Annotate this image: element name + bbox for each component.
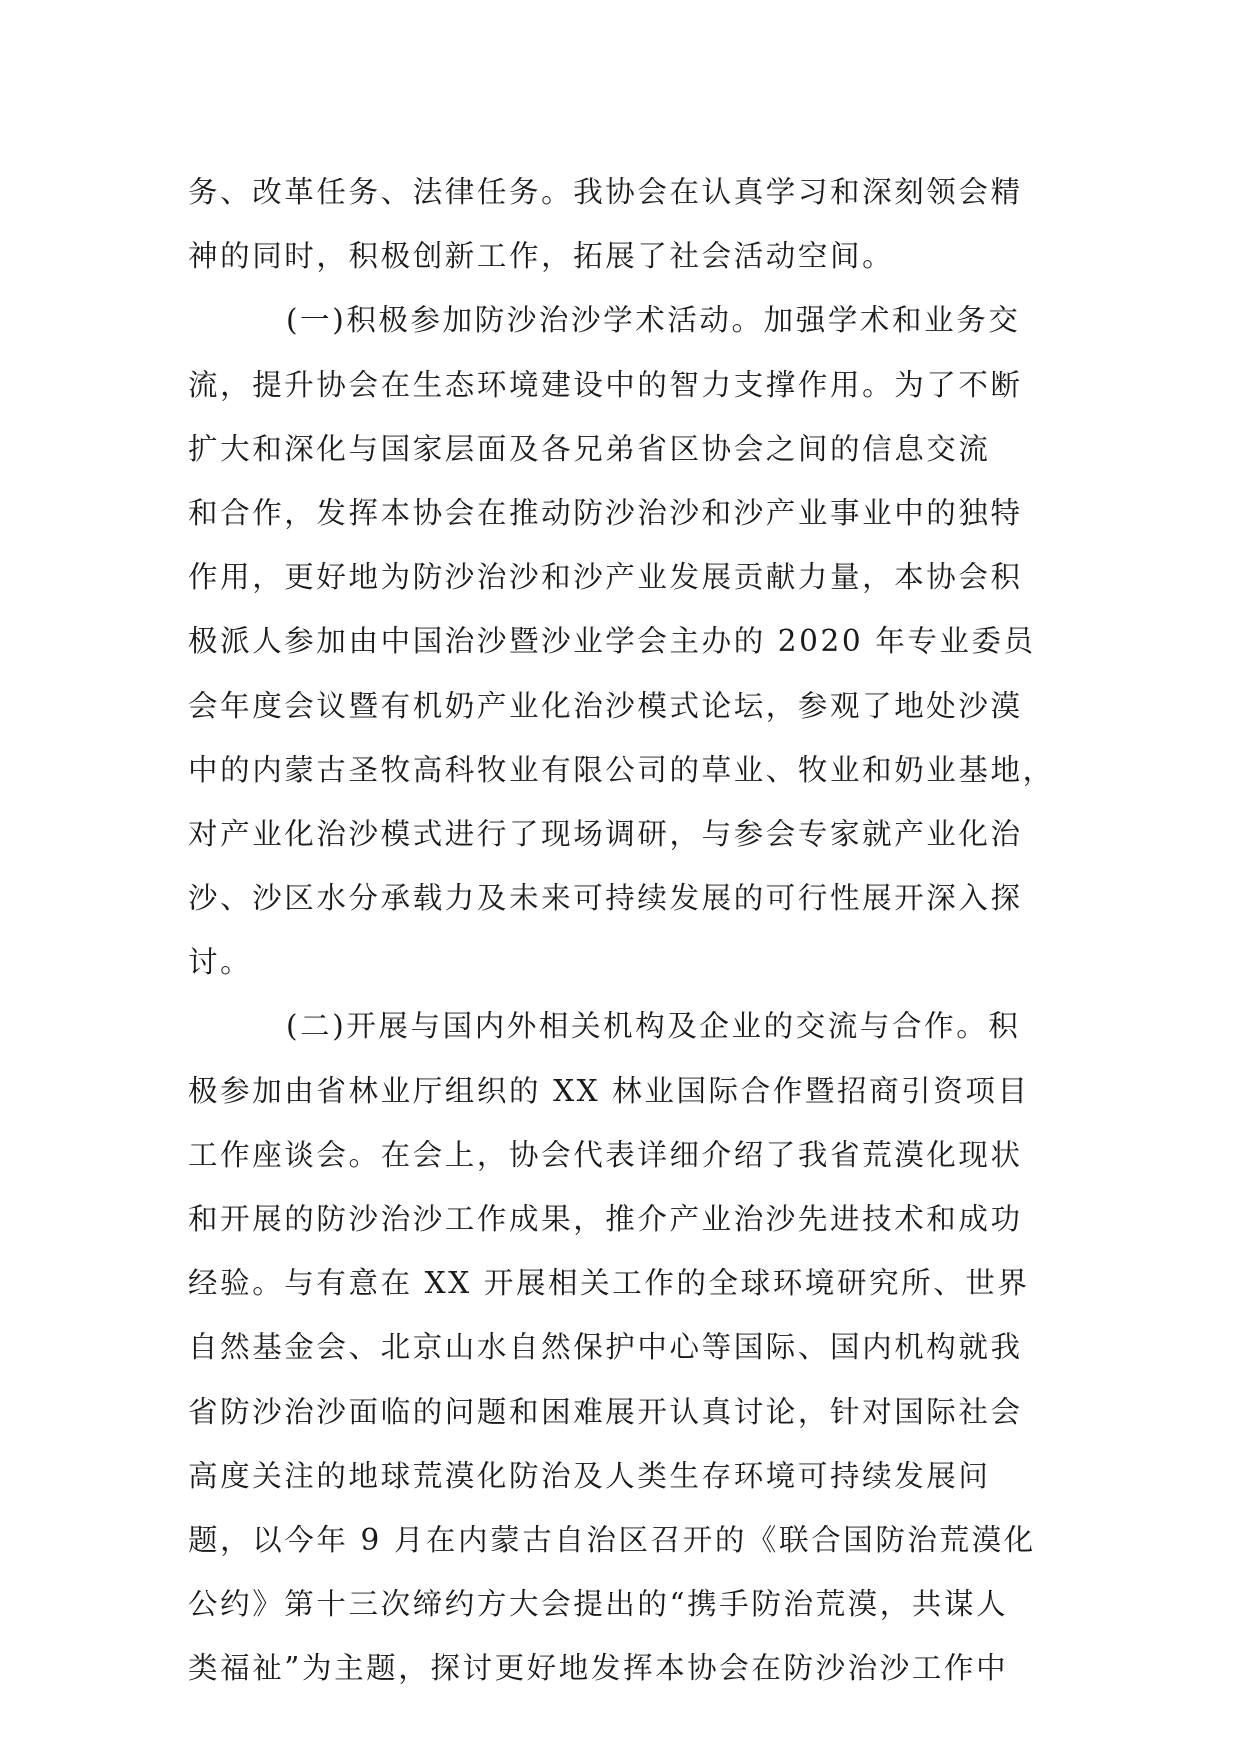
text-line: 流，提升协会在生态环境建设中的智力支撑作用。为了不断 bbox=[188, 367, 1023, 402]
text-line: 极参加由省林业厅组织的 XX 林业国际合作暨招商引资项目 bbox=[188, 1073, 1030, 1108]
text-line: 神的同时，积极创新工作，拓展了社会活动空间。 bbox=[188, 239, 895, 274]
section-heading-line: (一)积极参加防沙治沙学术活动。加强学术和业务交 bbox=[286, 303, 1021, 338]
text-line: 和合作，发挥本协会在推动防沙治沙和沙产业事业中的独特 bbox=[188, 495, 1023, 530]
text-line: 中的内蒙古圣牧高科牧业有限公司的草业、牧业和奶业基地， bbox=[188, 752, 1055, 787]
text-line: 扩大和深化与国家层面及各兄弟省区协会之间的信息交流 bbox=[188, 431, 991, 466]
text-line: 讨。 bbox=[188, 945, 253, 980]
text-line: 公约》第十三次缔约方大会提出的“携手防治荒漠，共谋人 bbox=[188, 1587, 1009, 1622]
text-line: 自然基金会、北京山水自然保护中心等国际、国内机构就我 bbox=[188, 1330, 1023, 1365]
text-line: 省防沙治沙面临的问题和困难展开认真讨论，针对国际社会 bbox=[188, 1394, 1023, 1429]
text-line: 高度关注的地球荒漠化防治及人类生存环境可持续发展问 bbox=[188, 1458, 991, 1493]
section-heading-line: (二)开展与国内外相关机构及企业的交流与合作。积 bbox=[286, 1009, 1021, 1044]
text-line: 类福祉”为主题，探讨更好地发挥本协会在防沙治沙工作中 bbox=[188, 1651, 1009, 1686]
text-line: 务、改革任务、法律任务。我协会在认真学习和深刻领会精 bbox=[188, 175, 1023, 209]
text-line: 沙、沙区水分承载力及未来可持续发展的可行性展开深入探 bbox=[188, 881, 1023, 916]
text-line: 会年度会议暨有机奶产业化治沙模式论坛，参观了地处沙漠 bbox=[188, 688, 1023, 723]
text-line: 经验。与有意在 XX 开展相关工作的全球环境研究所、世界 bbox=[188, 1266, 1030, 1301]
text-line: 题，以今年 9 月在内蒙古自治区召开的《联合国防治荒漠化 bbox=[188, 1522, 1036, 1557]
text-line: 对产业化治沙模式进行了现场调研，与参会专家就产业化治 bbox=[188, 816, 1023, 851]
text-line: 作用，更好地为防沙治沙和沙产业发展贡献力量，本协会积 bbox=[188, 560, 1023, 595]
text-line: 和开展的防沙治沙工作成果，推介产业治沙先进技术和成功 bbox=[188, 1202, 1023, 1236]
text-line: 极派人参加由中国治沙暨沙业学会主办的 2020 年专业委员 bbox=[188, 624, 1036, 659]
text-line: 工作座谈会。在会上，协会代表详细介绍了我省荒漠化现状 bbox=[188, 1137, 1023, 1172]
body-text bbox=[188, 160, 1058, 1701]
